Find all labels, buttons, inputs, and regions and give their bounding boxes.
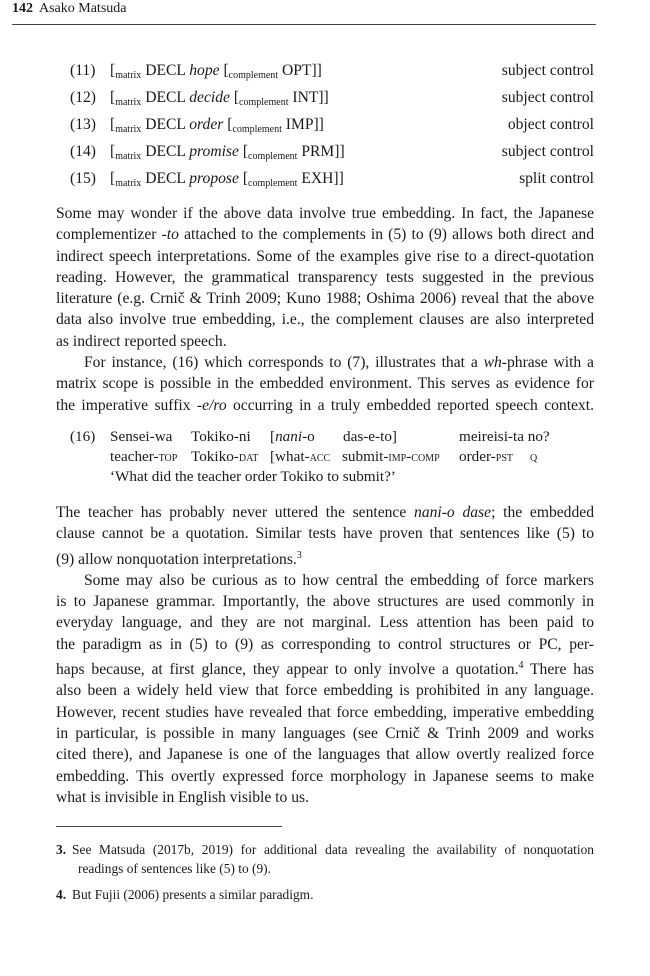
- footnote-ref-3: 3: [296, 549, 302, 561]
- gloss-translation: ‘What did the teacher order Tokiko to submit?’: [110, 468, 396, 485]
- text-line: in particular, is possible in many languages (see Crnič & Trinh 2009 and works: [56, 724, 594, 742]
- text-line: literature (e.g. Crnič & Trinh 2009; Kuno 1988; Oshima 2006) reveal that the above: [56, 290, 594, 308]
- text-line: data also involve true embedding, i.e., the complement clauses are also interpreted: [56, 311, 594, 329]
- gloss-item: submit-imp-comp: [342, 448, 440, 465]
- example-structure: [$_{matrix}$ DECL promise [$_{complement}$ PRM]]: [110, 143, 345, 162]
- header-rule: [12, 24, 596, 25]
- control-type: subject control: [501, 62, 594, 79]
- control-type: subject control: [501, 89, 594, 106]
- running-author: Asako Matsuda: [39, 1, 127, 16]
- footnote-4: [56, 885, 594, 904]
- gloss-word: meireisi-ta no?: [459, 428, 550, 445]
- text-line: everyday language, and they are not marginal. Less attention has been paid to: [56, 614, 594, 632]
- body-paragraph-1: [56, 203, 594, 416]
- text-line: readings of sentences like (5) to (9).: [78, 861, 271, 876]
- footnote-ref-4: 4: [518, 660, 524, 672]
- gloss-source-line: [70, 428, 594, 448]
- gloss-translation-line: [70, 468, 594, 488]
- gloss-word: Sensei-wa: [110, 428, 173, 445]
- footnote-3: [56, 840, 594, 878]
- example-number: (16): [70, 428, 96, 445]
- text-line: However, recent studies have revealed that force embedding, imperative embedding: [56, 703, 594, 721]
- text-line: indirect speech interpretations. Some of the examples give rise to a direct-quotation: [56, 247, 594, 265]
- text-line: 4. But Fujii (2006) presents a similar paradigm.: [56, 887, 314, 902]
- text-line: cited there), and Japanese is one of the languages that allow overtly realized force: [56, 746, 594, 764]
- text-line: is to Japanese grammar. Importantly, the above structures are used commonly in: [56, 593, 594, 611]
- text-line: the imperative suffix -e/ro occurring in a truly embedded reported speech context.: [56, 396, 594, 414]
- gloss-word: [nani-o: [270, 428, 315, 445]
- text-line: (9) allow nonquotation interpretations.$^3$: [56, 549, 302, 568]
- gloss-item: [what-acc: [270, 448, 331, 465]
- text-line: clause cannot be a quotation. Similar tests have proven that sentences like (5) to: [56, 525, 594, 543]
- gloss-item: Tokiko-dat: [191, 448, 259, 465]
- gloss-morpheme-line: [70, 448, 594, 468]
- example-structure: [$_{matrix}$ DECL propose [$_{complement}$ EXH]]: [110, 170, 344, 189]
- example-14: [70, 143, 594, 165]
- page-number: 142: [12, 1, 33, 16]
- gloss-item: teacher-top: [110, 448, 178, 465]
- control-type: object control: [507, 116, 594, 133]
- text-line: complementizer -to attached to the complements in (5) to (9) allows both direct and: [56, 226, 594, 244]
- text-line: 3. See Matsuda (2017b, 2019) for additional data revealing the availability of nonquotation: [56, 842, 594, 857]
- gloss-item: q: [530, 450, 538, 465]
- example-12: [70, 89, 594, 111]
- text-line: The teacher has probably never uttered the sentence nani-o dase; the embedded: [56, 504, 594, 521]
- text-line: also been a widely held view that force embedding is prohibited in any language.: [56, 682, 594, 700]
- control-type: subject control: [501, 143, 594, 160]
- example-structure: [$_{matrix}$ DECL decide [$_{complement}$ INT]]: [110, 89, 329, 108]
- example-15: [70, 170, 594, 192]
- text-line: embedding. This overtly expressed force morphology in Japanese seems to make: [56, 767, 594, 785]
- gloss-item: order-pst: [459, 448, 514, 465]
- example-11: [70, 62, 594, 84]
- text-line: Some may wonder if the above data involve true embedding. In fact, the Japanese: [56, 205, 594, 222]
- footnote-rule: [56, 826, 282, 827]
- running-header: [12, 1, 127, 17]
- gloss-word: Tokiko-ni: [191, 428, 251, 445]
- text-line: haps because, at first glance, they appear to only involve a quotation.$^4$ There has: [56, 660, 594, 679]
- body-paragraph-2: [56, 502, 594, 808]
- example-number: (11): [70, 62, 96, 79]
- gloss-word: das-e-to]: [343, 428, 397, 445]
- text-line: as indirect reported speech.: [56, 332, 227, 350]
- text-line: the paradigm as in (5) to (9) as corresponding to control structures or PC, per-: [56, 635, 594, 653]
- example-structure: [$_{matrix}$ DECL order [$_{complement}$ IMP]]: [110, 116, 324, 135]
- example-number: (12): [70, 89, 96, 106]
- text-line: what is invisible in English visible to us.: [56, 788, 309, 806]
- example-number: (14): [70, 143, 96, 160]
- text-line: For instance, (16) which corresponds to (7), illustrates that a wh-phrase with a: [84, 354, 594, 372]
- example-number: (13): [70, 116, 96, 133]
- example-13: [70, 116, 594, 138]
- text-line: matrix scope is possible in the embedded environment. This serves as evidence for: [56, 375, 594, 393]
- example-structure: [$_{matrix}$ DECL hope [$_{complement}$ OPT]]: [110, 62, 322, 81]
- example-number: (15): [70, 170, 96, 187]
- text-line: Some may also be curious as to how central the embedding of force markers: [84, 571, 594, 589]
- text-line: reading. However, the grammatical transparency tests suggested in the previous: [56, 268, 594, 286]
- control-type: split control: [519, 170, 594, 187]
